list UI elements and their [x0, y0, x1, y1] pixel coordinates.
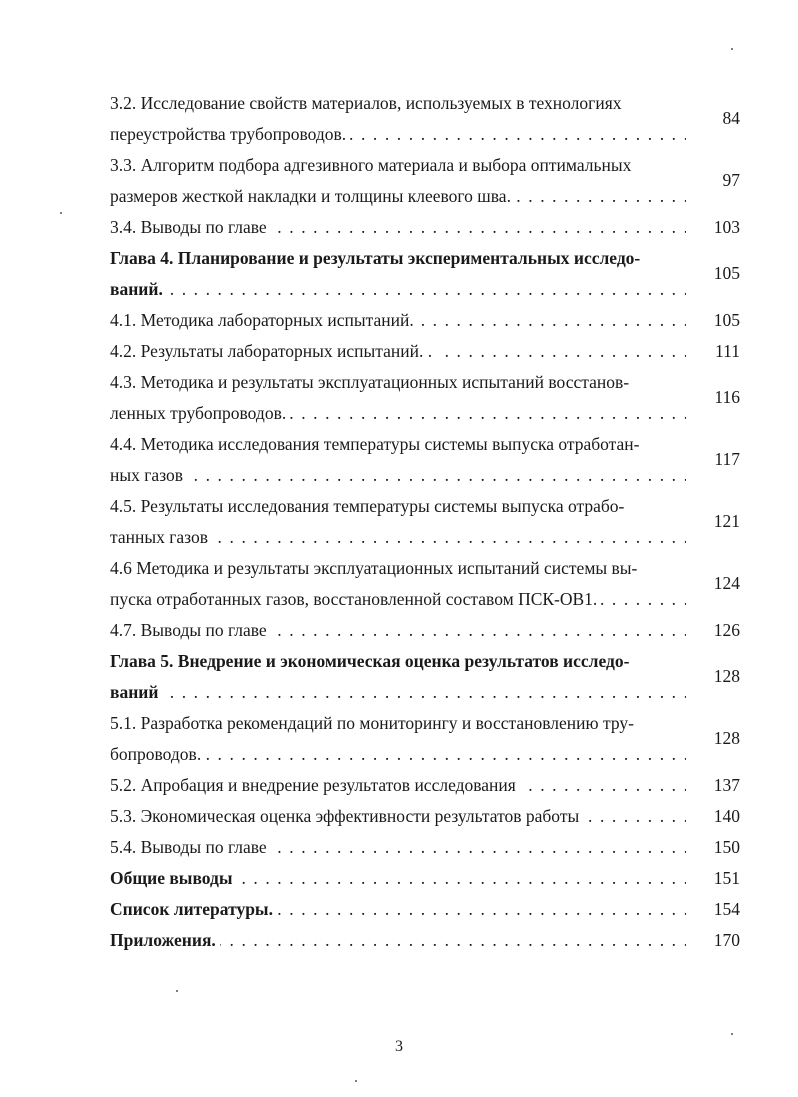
toc-entry-text: Глава 4. Планирование и результаты экспериментальных исследо-	[110, 248, 641, 268]
page-number: 3	[395, 1038, 403, 1055]
toc-entry-line	[110, 491, 686, 522]
toc-entry[interactable]	[110, 832, 740, 863]
toc-page-number: 170	[713, 930, 740, 950]
toc-page-number: 150	[713, 837, 740, 857]
toc-entry-text: 3.2. Исследование свойств материалов, используемых в технологиях	[110, 93, 622, 113]
toc-page-number: 154	[713, 899, 740, 919]
toc-page-number: 84	[722, 108, 740, 128]
toc-entry-text: ных газов	[110, 465, 187, 485]
scan-speck	[355, 1080, 357, 1082]
toc-entry-text: ленных трубопроводов.	[110, 403, 290, 423]
toc-entry-text: 4.7. Выводы по главе	[110, 620, 271, 640]
toc-entry-text: Приложения.	[110, 930, 220, 950]
scan-speck	[176, 990, 178, 992]
toc-page-number: 103	[713, 217, 740, 237]
toc-entry-line	[110, 646, 686, 677]
toc-page-number: 124	[713, 573, 740, 593]
toc-entry-line	[110, 584, 686, 615]
toc-entry-text: Глава 5. Внедрение и экономическая оценка результатов исследо-	[110, 651, 630, 671]
toc-entry[interactable]	[110, 491, 740, 553]
toc-entry-line	[110, 770, 686, 801]
toc-entry-text: ваний.	[110, 279, 167, 299]
toc-entry-text: 5.3. Экономическая оценка эффективности результатов работы	[110, 806, 583, 826]
toc-entry[interactable]	[110, 150, 740, 212]
toc-entry-line	[110, 894, 686, 925]
table-of-contents	[110, 88, 740, 956]
toc-entry-line	[110, 119, 686, 150]
toc-entry-text: Список литературы.	[110, 899, 277, 919]
toc-entry-text: ваний	[110, 682, 162, 702]
toc-entry-text: 4.3. Методика и результаты эксплуатационных испытаний восстанов-	[110, 372, 630, 392]
toc-entry-line	[110, 88, 686, 119]
toc-entry[interactable]	[110, 863, 740, 894]
toc-entry-text: 4.6 Методика и результаты эксплуатационных испытаний системы вы-	[110, 558, 638, 578]
toc-entry[interactable]	[110, 336, 740, 367]
toc-entry-text: танных газов	[110, 527, 212, 547]
toc-entry-line	[110, 336, 686, 367]
toc-page-number: 105	[713, 263, 740, 283]
toc-entry[interactable]	[110, 212, 740, 243]
toc-page-number: 116	[714, 387, 740, 407]
scan-speck	[60, 212, 62, 214]
toc-entry[interactable]	[110, 553, 740, 615]
toc-page-number: 137	[713, 775, 740, 795]
toc-entry-line	[110, 708, 686, 739]
toc-entry-text: Общие выводы	[110, 868, 237, 888]
toc-entry-line	[110, 863, 686, 894]
toc-entry[interactable]	[110, 615, 740, 646]
toc-entry-line	[110, 367, 686, 398]
toc-entry-text: бопроводов.	[110, 744, 205, 764]
toc-page-number: 111	[715, 341, 740, 361]
toc-page-number: 105	[713, 310, 740, 330]
toc-entry-line	[110, 181, 686, 212]
toc-entry-line	[110, 832, 686, 863]
toc-page-number: 128	[713, 666, 740, 686]
toc-page-number: 140	[713, 806, 740, 826]
toc-entry-line	[110, 243, 686, 274]
toc-entry[interactable]	[110, 429, 740, 491]
toc-page-number: 117	[714, 449, 740, 469]
toc-page-number: 97	[722, 170, 740, 190]
scan-speck	[731, 48, 733, 50]
toc-entry-line	[110, 739, 686, 770]
toc-entry-line	[110, 460, 686, 491]
scan-speck	[731, 1033, 733, 1035]
toc-entry[interactable]	[110, 243, 740, 305]
toc-entry-text: переустройства трубопроводов.	[110, 124, 350, 144]
toc-page-number: 151	[713, 868, 740, 888]
toc-entry[interactable]	[110, 770, 740, 801]
toc-page-number: 128	[713, 728, 740, 748]
toc-entry-text: размеров жесткой накладки и толщины клеевого шва.	[110, 186, 515, 206]
toc-entry-line	[110, 274, 686, 305]
toc-entry-line	[110, 553, 686, 584]
toc-entry-line	[110, 305, 686, 336]
toc-entry-line	[110, 212, 686, 243]
toc-entry-text: 4.2. Результаты лабораторных испытаний. .	[110, 341, 436, 361]
toc-entry[interactable]	[110, 801, 740, 832]
toc-entry-line	[110, 429, 686, 460]
toc-entry[interactable]	[110, 894, 740, 925]
toc-entry-line	[110, 150, 686, 181]
toc-entry[interactable]	[110, 646, 740, 708]
toc-page-number: 126	[713, 620, 740, 640]
toc-entry[interactable]	[110, 305, 740, 336]
toc-entry-line	[110, 522, 686, 553]
toc-entry-text: пуска отработанных газов, восстановленной составом ПСК-ОВ1.	[110, 589, 601, 609]
toc-entry-text: 4.1. Методика лабораторных испытаний.	[110, 310, 418, 330]
toc-page-number: 121	[713, 511, 740, 531]
toc-entry[interactable]	[110, 708, 740, 770]
toc-entry-text: 3.4. Выводы по главе	[110, 217, 271, 237]
toc-entry-line	[110, 398, 686, 429]
toc-entry-line	[110, 801, 686, 832]
toc-entry-line	[110, 925, 686, 956]
toc-entry-text: 4.5. Результаты исследования температуры системы выпуска отрабо-	[110, 496, 625, 516]
toc-entry-text: 5.1. Разработка рекомендаций по мониторингу и восстановлению тру-	[110, 713, 634, 733]
toc-entry-text: 4.4. Методика исследования температуры системы выпуска отработан-	[110, 434, 640, 454]
toc-entry-text: 5.4. Выводы по главе	[110, 837, 271, 857]
toc-entry[interactable]	[110, 925, 740, 956]
toc-entry-line	[110, 677, 686, 708]
toc-entry-line	[110, 615, 686, 646]
toc-entry-text: 3.3. Алгоритм подбора адгезивного материала и выбора оптимальных	[110, 155, 632, 175]
toc-entry[interactable]	[110, 88, 740, 150]
toc-entry-text: 5.2. Апробация и внедрение результатов исследования	[110, 775, 520, 795]
toc-entry[interactable]	[110, 367, 740, 429]
